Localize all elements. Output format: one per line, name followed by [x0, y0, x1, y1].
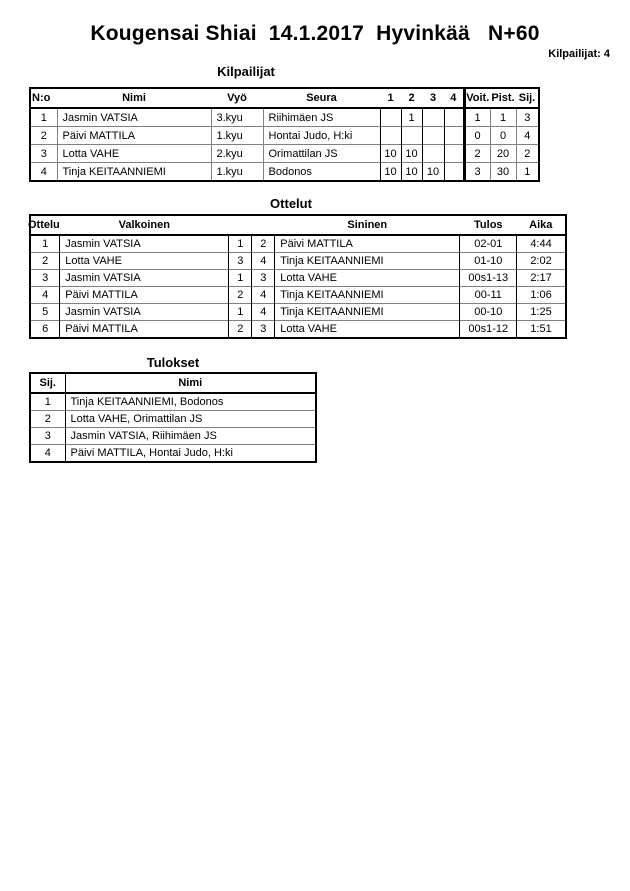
- cell: 3: [252, 321, 275, 339]
- cell: Tinja KEITAANNIEMI: [57, 163, 211, 182]
- cell: 3: [516, 108, 539, 127]
- cell: 20: [490, 145, 516, 163]
- cell: 4: [252, 287, 275, 304]
- cell: [444, 108, 464, 127]
- table-row: [30, 253, 566, 270]
- table-row: [30, 108, 539, 127]
- cell: 1:51: [517, 321, 566, 339]
- column-header: Tulos: [460, 215, 517, 235]
- table-row: [30, 445, 316, 463]
- column-header: Voit.: [464, 88, 490, 108]
- cell: 3.kyu: [211, 108, 263, 127]
- cell: 2: [30, 253, 60, 270]
- table-row: [30, 270, 566, 287]
- column-header: Pist.: [490, 88, 516, 108]
- column-header: [252, 215, 275, 235]
- column-header: Ottelu: [30, 215, 60, 235]
- cell: 1: [464, 108, 490, 127]
- cell: [444, 163, 464, 182]
- table-row: [30, 127, 539, 145]
- column-header: Nimi: [65, 373, 316, 393]
- column-header: 1: [380, 88, 401, 108]
- section-heading-kilpailijat: Kilpailijat: [217, 64, 275, 79]
- cell: 00-11: [460, 287, 517, 304]
- cell: 1:06: [517, 287, 566, 304]
- column-header: Valkoinen: [60, 215, 229, 235]
- column-header: Vyö: [211, 88, 263, 108]
- column-header: Nimi: [57, 88, 211, 108]
- cell: Tinja KEITAANNIEMI: [275, 287, 460, 304]
- cell: 00s1-13: [460, 270, 517, 287]
- cell: 1: [229, 235, 252, 253]
- kilpailijat-table: [29, 87, 540, 182]
- cell: 0: [464, 127, 490, 145]
- cell: 01-10: [460, 253, 517, 270]
- cell: 1: [30, 235, 60, 253]
- cell: 3: [30, 270, 60, 287]
- cell: Lotta VAHE: [60, 253, 229, 270]
- cell: 1: [401, 108, 422, 127]
- column-header: Seura: [263, 88, 380, 108]
- cell: 02-01: [460, 235, 517, 253]
- table-row: [30, 321, 566, 339]
- column-header: Sij.: [30, 373, 65, 393]
- cell: 3: [464, 163, 490, 182]
- cell: [444, 127, 464, 145]
- cell: Jasmin VATSIA, Riihimäen JS: [65, 428, 316, 445]
- cell: Riihimäen JS: [263, 108, 380, 127]
- cell: [444, 145, 464, 163]
- ottelut-table: [29, 214, 567, 339]
- competitors-count: Kilpailijat: 4: [548, 48, 610, 60]
- cell: 6: [30, 321, 60, 339]
- cell: 4: [252, 304, 275, 321]
- cell: 4: [252, 253, 275, 270]
- cell: 1: [229, 304, 252, 321]
- column-header: [229, 215, 252, 235]
- table-row: [30, 428, 316, 445]
- cell: 00-10: [460, 304, 517, 321]
- cell: 10: [422, 163, 444, 182]
- cell: Tinja KEITAANNIEMI: [275, 304, 460, 321]
- cell: 2: [464, 145, 490, 163]
- cell: 10: [401, 163, 422, 182]
- cell: Hontai Judo, H:ki: [263, 127, 380, 145]
- table-row: [30, 393, 316, 411]
- cell: 5: [30, 304, 60, 321]
- cell: 2.kyu: [211, 145, 263, 163]
- cell: Tinja KEITAANNIEMI, Bodonos: [65, 393, 316, 411]
- cell: 3: [30, 145, 57, 163]
- cell: 2: [516, 145, 539, 163]
- cell: Lotta VAHE: [57, 145, 211, 163]
- cell: 4: [30, 163, 57, 182]
- cell: 1: [516, 163, 539, 182]
- cell: Lotta VAHE: [275, 270, 460, 287]
- cell: 2: [229, 321, 252, 339]
- cell: [401, 127, 422, 145]
- table-row: [30, 304, 566, 321]
- cell: [422, 108, 444, 127]
- table-row: [30, 163, 539, 182]
- tulokset-table: [29, 372, 317, 463]
- cell: 10: [380, 163, 401, 182]
- cell: Päivi MATTILA: [57, 127, 211, 145]
- cell: 1: [30, 393, 65, 411]
- column-header: 3: [422, 88, 444, 108]
- column-header: Aika: [517, 215, 566, 235]
- cell: 1: [30, 108, 57, 127]
- section-heading-ottelut: Ottelut: [270, 196, 312, 211]
- cell: 1.kyu: [211, 163, 263, 182]
- cell: Tinja KEITAANNIEMI: [275, 253, 460, 270]
- cell: [380, 127, 401, 145]
- header-row: [30, 373, 316, 393]
- header-row: [30, 88, 539, 108]
- cell: 3: [229, 253, 252, 270]
- column-header: Sij.: [516, 88, 539, 108]
- cell: Jasmin VATSIA: [60, 304, 229, 321]
- cell: Jasmin VATSIA: [60, 235, 229, 253]
- table-row: [30, 145, 539, 163]
- column-header: Sininen: [275, 215, 460, 235]
- cell: 4:44: [517, 235, 566, 253]
- page-title: Kougensai Shiai 14.1.2017 Hyvinkää N+60: [90, 22, 540, 45]
- cell: 4: [30, 287, 60, 304]
- cell: 3: [30, 428, 65, 445]
- cell: 2: [252, 235, 275, 253]
- table-row: [30, 287, 566, 304]
- cell: Päivi MATTILA, Hontai Judo, H:ki: [65, 445, 316, 463]
- cell: Lotta VAHE, Orimattilan JS: [65, 411, 316, 428]
- cell: Bodonos: [263, 163, 380, 182]
- cell: Jasmin VATSIA: [57, 108, 211, 127]
- section-heading-tulokset: Tulokset: [146, 355, 200, 370]
- cell: 2:02: [517, 253, 566, 270]
- column-header: 2: [401, 88, 422, 108]
- cell: 10: [380, 145, 401, 163]
- cell: 1: [229, 270, 252, 287]
- cell: Lotta VAHE: [275, 321, 460, 339]
- cell: Jasmin VATSIA: [60, 270, 229, 287]
- cell: 30: [490, 163, 516, 182]
- cell: 10: [401, 145, 422, 163]
- header-row: [30, 215, 566, 235]
- table-row: [30, 235, 566, 253]
- column-header: N:o: [30, 88, 57, 108]
- cell: 2: [30, 127, 57, 145]
- cell: 2: [229, 287, 252, 304]
- cell: Päivi MATTILA: [60, 287, 229, 304]
- cell: 00s1-12: [460, 321, 517, 339]
- cell: Päivi MATTILA: [60, 321, 229, 339]
- cell: 4: [30, 445, 65, 463]
- cell: 1: [490, 108, 516, 127]
- cell: Orimattilan JS: [263, 145, 380, 163]
- cell: 1:25: [517, 304, 566, 321]
- cell: Päivi MATTILA: [275, 235, 460, 253]
- table-row: [30, 411, 316, 428]
- cell: [422, 145, 444, 163]
- cell: 1.kyu: [211, 127, 263, 145]
- cell: 4: [516, 127, 539, 145]
- column-header: 4: [444, 88, 464, 108]
- cell: 3: [252, 270, 275, 287]
- cell: [422, 127, 444, 145]
- cell: 2: [30, 411, 65, 428]
- cell: 2:17: [517, 270, 566, 287]
- cell: [380, 108, 401, 127]
- cell: 0: [490, 127, 516, 145]
